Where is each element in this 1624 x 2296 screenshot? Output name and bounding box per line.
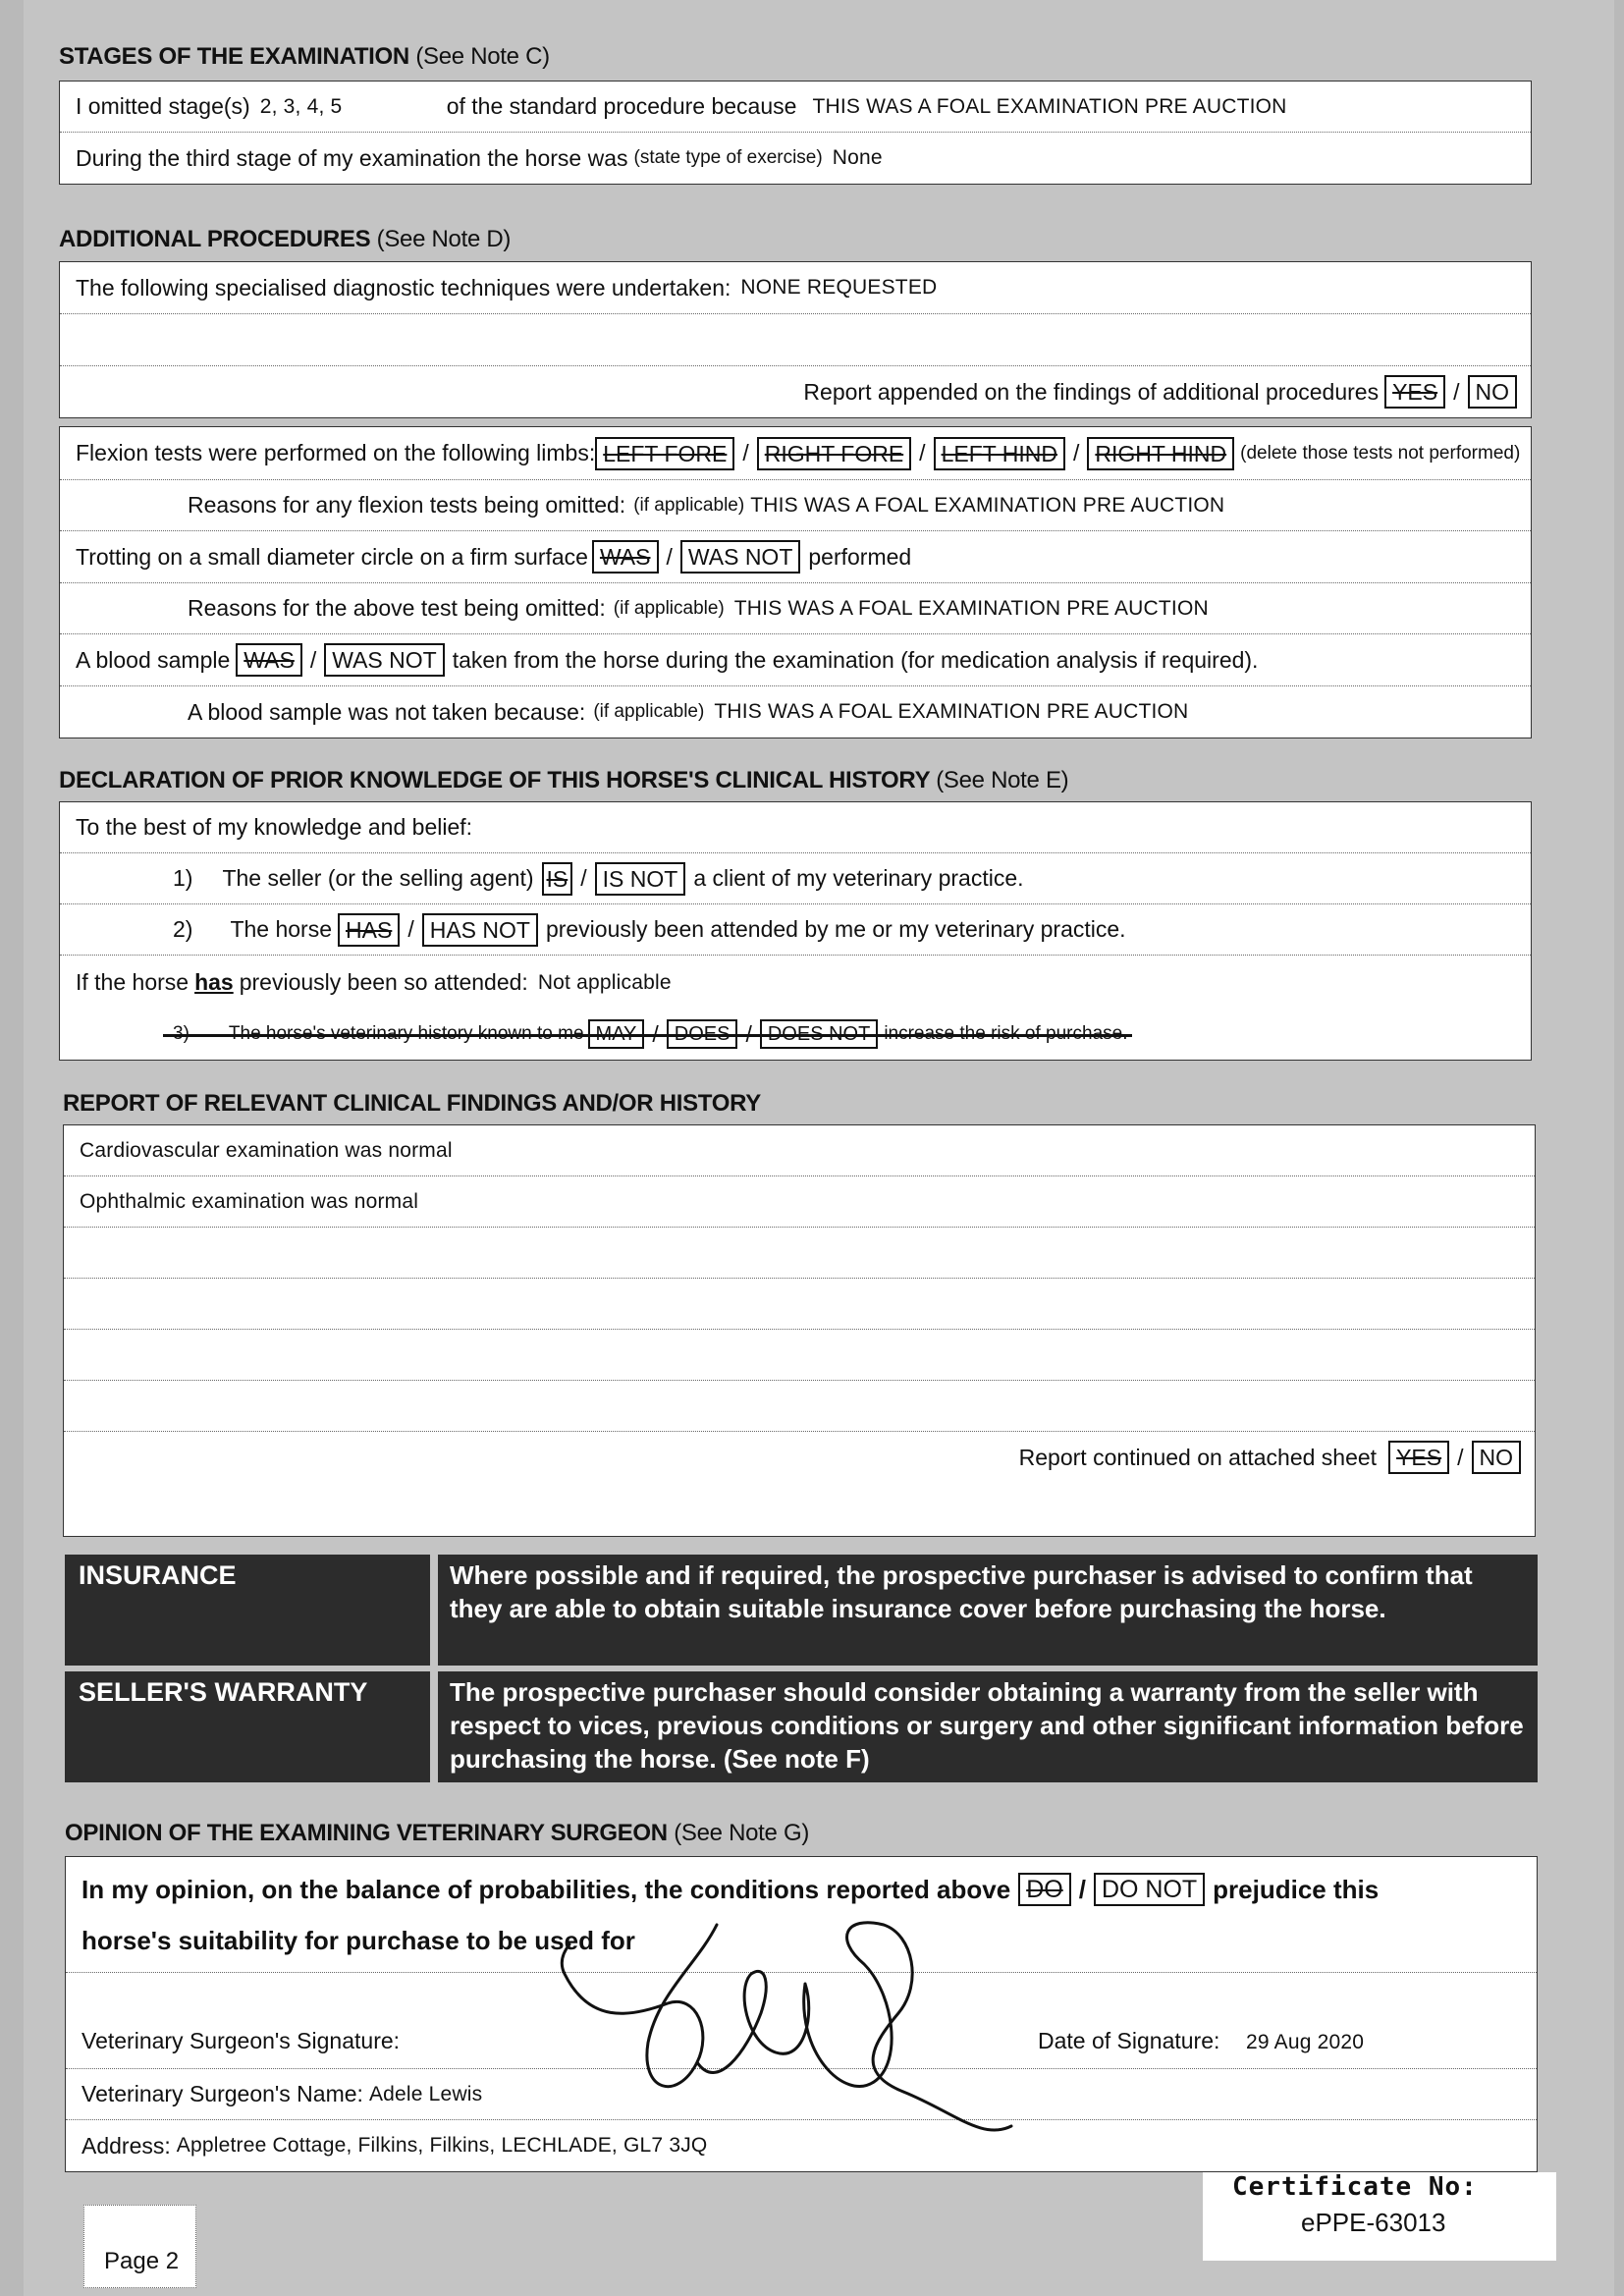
continued-no-option[interactable]: NO — [1472, 1441, 1522, 1474]
flexion-reason-row: Reasons for any flexion tests being omitted: (if applicable) THIS WAS A FOAL EXAMINATION PRE AUCTION — [60, 480, 1531, 531]
findings-line[interactable] — [64, 1330, 1535, 1381]
third-stage-value[interactable]: None — [832, 146, 883, 169]
trotting-was-not-option[interactable]: WAS NOT — [680, 540, 800, 574]
warranty-text: The prospective purchaser should consider obtaining a warranty from the seller with respect to vices, previous conditions or surgery and other significant information before purchasing the horse. (See note F) — [438, 1671, 1538, 1782]
declaration-box — [59, 801, 1532, 1061]
opinion-statement: In my opinion, on the balance of probabilities, the conditions reported above DO / DO NOT prejudice this horse's suitability for purchase to be used for — [66, 1857, 1537, 1973]
declaration-item-3-struck — [173, 1019, 1128, 1049]
findings-line[interactable] — [64, 1381, 1535, 1432]
left-hind-option[interactable]: LEFT HIND — [934, 437, 1065, 470]
report-continued-row: Report continued on attached sheet YES / NO — [64, 1432, 1535, 1483]
third-stage-row: During the third stage of my examination the horse was (state type of exercise) None — [76, 144, 883, 171]
omitted-stages-value[interactable]: 2, 3, 4, 5 — [259, 94, 343, 118]
signature-image — [550, 1905, 1021, 2141]
trotting-was-option[interactable]: WAS — [592, 540, 659, 574]
attended-row: If the horse has previously been so attended: Not applicable — [76, 969, 672, 995]
declaration-item-2-row: 2) The horse HAS / HAS NOT previously been attended by me or my veterinary practice. — [60, 904, 1531, 956]
trotting-reason-row: Reasons for the above test being omitted: (if applicable) THIS WAS A FOAL EXAMINATION PRE AUCTION — [60, 583, 1531, 634]
opinion-section-title: OPINION OF THE EXAMINING VETERINARY SURGEON (See Note G) — [65, 1820, 810, 1846]
techniques-value[interactable]: NONE REQUESTED — [740, 276, 938, 299]
horse-has-not-option[interactable]: HAS NOT — [422, 913, 538, 947]
blood-sample-row: A blood sample WAS / WAS NOT taken from the horse during the examination (for medication analysis if required). — [60, 634, 1531, 686]
findings-line[interactable] — [64, 1279, 1535, 1330]
findings-box — [63, 1124, 1536, 1537]
omitted-stages-row: I omitted stage(s) 2, 3, 4, 5 of the standard procedure because THIS WAS A FOAL EXAMINATION PRE AUCTION — [60, 82, 1531, 133]
omitted-reason-value[interactable]: THIS WAS A FOAL EXAMINATION PRE AUCTION — [812, 94, 1287, 118]
attended-value[interactable]: Not applicable — [537, 970, 672, 994]
blood-was-not-option[interactable]: WAS NOT — [324, 643, 444, 677]
stages-box — [59, 81, 1532, 185]
address-row: Address: Appletree Cottage, Filkins, Filkins, LECHLADE, GL7 3JQ — [81, 2132, 708, 2159]
opinion-do-not-option[interactable]: DO NOT — [1094, 1873, 1205, 1906]
blood-reason-row: A blood sample was not taken because: (if applicable) THIS WAS A FOAL EXAMINATION PRE AUCTION — [188, 698, 1189, 725]
techniques-box — [59, 261, 1532, 418]
seller-is-not-option[interactable]: IS NOT — [595, 862, 686, 896]
continued-yes-option[interactable]: YES — [1388, 1441, 1449, 1474]
right-hind-option[interactable]: RIGHT HIND — [1087, 437, 1234, 470]
insurance-text: Where possible and if required, the prospective purchaser is advised to confirm that they are able to obtain suitable insurance cover before purchasing the horse. — [438, 1555, 1538, 1666]
date-label: Date of Signature: — [1038, 2028, 1220, 2053]
findings-section-title: REPORT OF RELEVANT CLINICAL FINDINGS AND/OR HISTORY — [63, 1090, 761, 1117]
declaration-item-1-row: 1) The seller (or the selling agent) IS / IS NOT a client of my veterinary practice. — [60, 853, 1531, 904]
strikethrough-line — [163, 1034, 1132, 1037]
blood-was-option[interactable]: WAS — [236, 643, 302, 677]
report-appended-row: Report appended on the findings of additional procedures YES / NO — [60, 366, 1531, 417]
report-appended-yes-option[interactable]: YES — [1384, 375, 1445, 409]
blood-reason-value[interactable]: THIS WAS A FOAL EXAMINATION PRE AUCTION — [714, 700, 1189, 723]
tests-box — [59, 426, 1532, 738]
declaration-intro-row: To the best of my knowledge and belief: — [60, 802, 1531, 853]
trotting-reason-value[interactable]: THIS WAS A FOAL EXAMINATION PRE AUCTION — [733, 596, 1209, 620]
seller-is-option[interactable]: IS — [542, 862, 573, 896]
stages-section-title: STAGES OF THE EXAMINATION (See Note C) — [59, 43, 550, 70]
declaration-section-title: DECLARATION OF PRIOR KNOWLEDGE OF THIS HORSE'S CLINICAL HISTORY (See Note E) — [59, 767, 1069, 793]
page-number: Page 2 — [83, 2205, 196, 2288]
certificate-number: ePPE-63013 — [1301, 2208, 1446, 2237]
findings-line[interactable]: Cardiovascular examination was normal — [64, 1125, 1535, 1176]
opinion-do-option[interactable]: DO — [1018, 1873, 1071, 1906]
report-appended-no-option[interactable]: NO — [1468, 375, 1518, 409]
certificate-label: Certificate No: — [1232, 2172, 1478, 2202]
surgeon-name-row: Veterinary Surgeon's Name: Adele Lewis — [66, 2069, 1537, 2120]
declaration-item-3-row — [60, 1010, 1531, 1059]
warranty-label: SELLER'S WARRANTY — [65, 1671, 430, 1782]
findings-line[interactable]: Ophthalmic examination was normal — [64, 1176, 1535, 1228]
left-fore-option[interactable]: LEFT FORE — [595, 437, 734, 470]
flexion-row: Flexion tests were performed on the following limbs: LEFT FORE / RIGHT FORE / LEFT HIND / RIGHT HIND (delete those tests not performed) — [60, 427, 1531, 480]
date-value[interactable]: 29 Aug 2020 — [1246, 2031, 1365, 2053]
flexion-reason-value[interactable]: THIS WAS A FOAL EXAMINATION PRE AUCTION — [750, 493, 1225, 517]
techniques-row: The following specialised diagnostic techniques were undertaken: NONE REQUESTED — [60, 262, 1531, 314]
horse-has-option[interactable]: HAS — [338, 913, 400, 947]
trotting-row: Trotting on a small diameter circle on a firm surface WAS / WAS NOT performed — [60, 531, 1531, 583]
insurance-label: INSURANCE — [65, 1555, 430, 1666]
surgeon-name-value[interactable]: Adele Lewis — [368, 2082, 483, 2105]
techniques-blank-row[interactable] — [60, 314, 1531, 366]
right-fore-option[interactable]: RIGHT FORE — [757, 437, 911, 470]
address-value[interactable]: Appletree Cottage, Filkins, Filkins, LECHLADE, GL7 3JQ — [176, 2134, 708, 2157]
certificate-number-box — [1203, 2172, 1556, 2261]
additional-section-title: ADDITIONAL PROCEDURES (See Note D) — [59, 226, 512, 252]
signature-row: Veterinary Surgeon's Signature: Date of Signature: 29 Aug 2020 — [66, 1973, 1537, 2069]
findings-line[interactable] — [64, 1228, 1535, 1279]
